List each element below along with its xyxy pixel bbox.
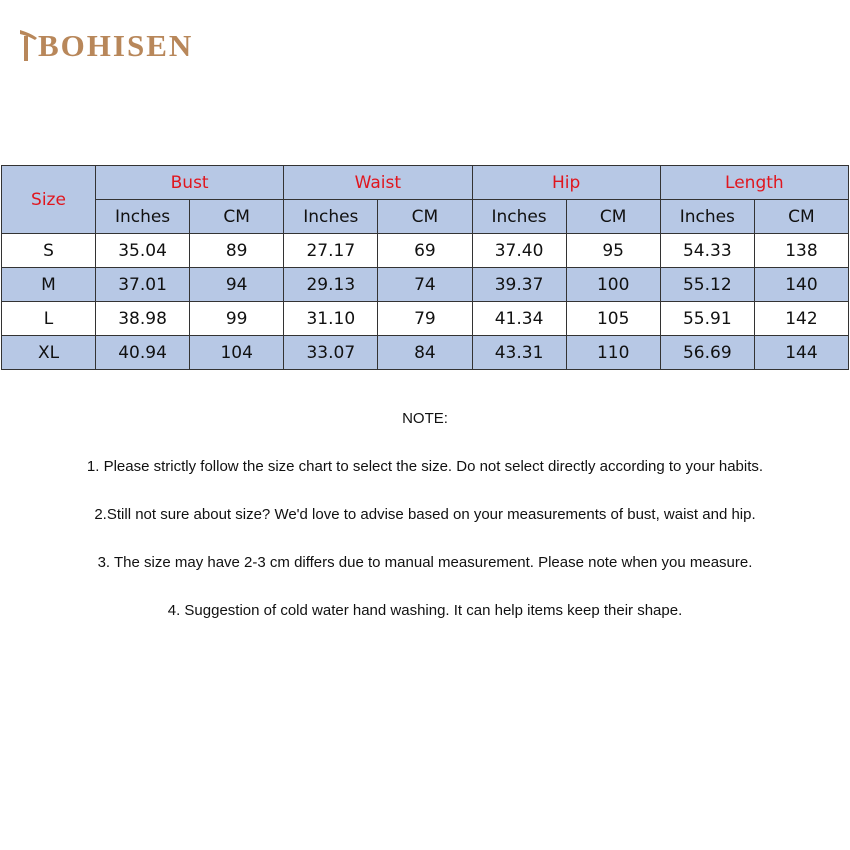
table-cell: 138 bbox=[754, 234, 848, 268]
hip-header: Hip bbox=[472, 166, 660, 200]
size-cell: XL bbox=[2, 336, 96, 370]
table-cell: 89 bbox=[190, 234, 284, 268]
table-cell: 94 bbox=[190, 268, 284, 302]
note-item: 1. Please strictly follow the size chart to select the size. Do not select directly according to your habits. bbox=[86, 458, 764, 475]
table-cell: 69 bbox=[378, 234, 472, 268]
table-cell: 38.98 bbox=[96, 302, 190, 336]
table-cell: 95 bbox=[566, 234, 660, 268]
table-cell: 104 bbox=[190, 336, 284, 370]
size-column-header: Size bbox=[2, 166, 96, 234]
table-cell: 31.10 bbox=[284, 302, 378, 336]
table-cell: 27.17 bbox=[284, 234, 378, 268]
table-cell: 37.01 bbox=[96, 268, 190, 302]
table-cell: 140 bbox=[754, 268, 848, 302]
size-chart-table bbox=[1, 165, 849, 370]
unit-header: Inches bbox=[472, 200, 566, 234]
table-cell: 33.07 bbox=[284, 336, 378, 370]
waist-header: Waist bbox=[284, 166, 472, 200]
table-unit-row bbox=[2, 200, 849, 234]
table-cell: 35.04 bbox=[96, 234, 190, 268]
size-cell: L bbox=[2, 302, 96, 336]
table-cell: 37.40 bbox=[472, 234, 566, 268]
table-cell: 79 bbox=[378, 302, 472, 336]
table-row bbox=[2, 302, 849, 336]
table-header-row bbox=[2, 166, 849, 200]
size-cell: M bbox=[2, 268, 96, 302]
unit-header: CM bbox=[566, 200, 660, 234]
table-cell: 99 bbox=[190, 302, 284, 336]
note-item: 2.Still not sure about size? We'd love to advise based on your measurements of bust, waist and hip. bbox=[94, 506, 756, 523]
notes-title: NOTE: bbox=[402, 410, 448, 427]
table-cell: 54.33 bbox=[660, 234, 754, 268]
table-cell: 40.94 bbox=[96, 336, 190, 370]
bust-header: Bust bbox=[96, 166, 284, 200]
table-cell: 55.91 bbox=[660, 302, 754, 336]
table-cell: 39.37 bbox=[472, 268, 566, 302]
table-cell: 144 bbox=[754, 336, 848, 370]
table-row bbox=[2, 336, 849, 370]
table-cell: 43.31 bbox=[472, 336, 566, 370]
brand-name: BOHISEN bbox=[38, 28, 194, 63]
length-header: Length bbox=[660, 166, 848, 200]
brand-logo bbox=[18, 22, 193, 62]
note-item: 3. The size may have 2-3 cm differs due to manual measurement. Please note when you measure. bbox=[97, 554, 753, 571]
unit-header: Inches bbox=[96, 200, 190, 234]
table-cell: 74 bbox=[378, 268, 472, 302]
brand-swoosh-icon bbox=[18, 28, 40, 62]
unit-header: CM bbox=[754, 200, 848, 234]
table-cell: 142 bbox=[754, 302, 848, 336]
table-row bbox=[2, 234, 849, 268]
table-cell: 56.69 bbox=[660, 336, 754, 370]
unit-header: Inches bbox=[284, 200, 378, 234]
unit-header: CM bbox=[378, 200, 472, 234]
table-cell: 105 bbox=[566, 302, 660, 336]
table-row bbox=[2, 268, 849, 302]
table-cell: 100 bbox=[566, 268, 660, 302]
size-cell: S bbox=[2, 234, 96, 268]
table-cell: 55.12 bbox=[660, 268, 754, 302]
table-cell: 41.34 bbox=[472, 302, 566, 336]
table-cell: 84 bbox=[378, 336, 472, 370]
table-cell: 110 bbox=[566, 336, 660, 370]
table-cell: 29.13 bbox=[284, 268, 378, 302]
unit-header: CM bbox=[190, 200, 284, 234]
note-item: 4. Suggestion of cold water hand washing. It can help items keep their shape. bbox=[167, 602, 683, 619]
size-notes bbox=[0, 410, 850, 650]
unit-header: Inches bbox=[660, 200, 754, 234]
